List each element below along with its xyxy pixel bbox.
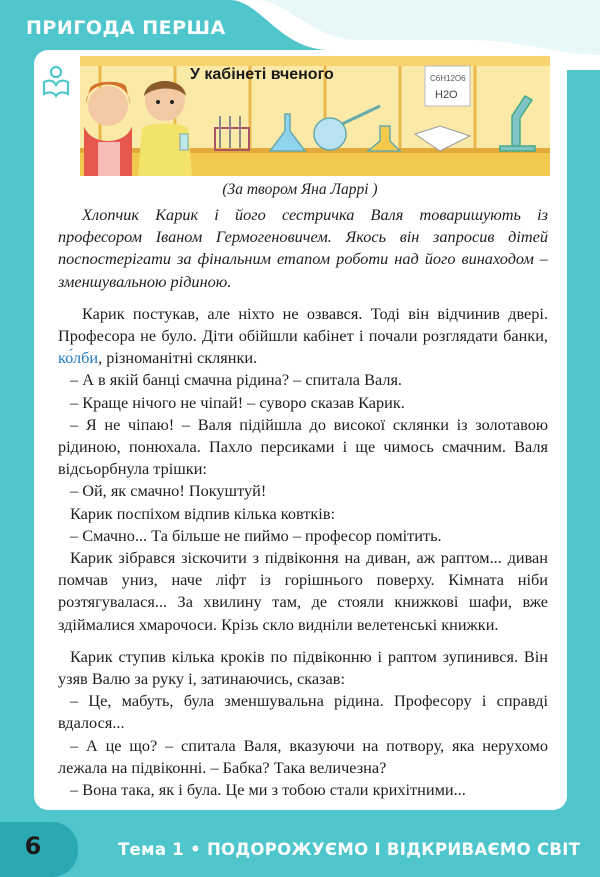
story-paragraph: Карик постукав, але ніхто не озвався. Тоді він відчинив двері. Професора не було. Діти обійшли кабінет і почали розглядати банки, ко́лби, різноманітні склянки. xyxy=(58,303,548,368)
chapter-title: ПРИГОДА ПЕРША xyxy=(26,17,226,39)
dialogue-line: – Ой, як смачно! Покуштуй! xyxy=(70,481,267,501)
story-paragraph: Карик ступив кілька кроків по підвіконню і раптом зупинився. Він узяв Валю за руку і, затинаючись, сказав: xyxy=(58,646,548,689)
glossary-word[interactable]: ко́лби xyxy=(58,348,99,368)
theme-label: Тема 1 xyxy=(118,840,185,859)
dialogue-line: – Смачно... Та більше не пиймо – професор помітить. xyxy=(70,525,442,545)
dialogue-line: – А це що? – спитала Валя, вказуючи на потвору, яка нерухомо лежала на підвіконні. – Бабка? Така величезна? xyxy=(58,735,548,777)
theme-footer xyxy=(118,840,580,859)
bullet: • xyxy=(190,840,201,859)
lesson-title: У кабінеті вченого xyxy=(190,66,334,83)
formula-text: C6H12O6 xyxy=(430,74,466,83)
story-paragraph: Карик поспіхом відпив кілька ковтків: xyxy=(70,503,336,523)
dialogue-line: – Краще нічого не чіпай! – суворо сказав Карик. xyxy=(70,392,405,412)
story-intro: Хлопчик Карик і його сестричка Валя товаришують із професором Іваном Гермогеновичем. Якось він запросив дітей поспостерігати за фінальним етапом роботи над його винаходом – зменшувальною рідиною. xyxy=(58,205,548,291)
dialogue-line: – Я не чіпаю! – Валя підійшла до високої склянки із золотавою рідиною, понюхала. Пахло персиками і ще чимось смачним. Валя відсьорбнула трішки: xyxy=(58,414,548,479)
source-attribution: (За твором Яна Ларрі ) xyxy=(222,181,378,198)
dialogue-line: – А в якій банці смачна рідина? – спитала Валя. xyxy=(70,370,403,390)
reading-icon xyxy=(42,64,70,98)
theme-title: ПОДОРОЖУЄМО І ВІДКРИВАЄМО СВІТ xyxy=(206,840,581,859)
page-number: 6 xyxy=(24,832,42,860)
dialogue-line: – Вона така, як і була. Це ми з тобою стали крихітними... xyxy=(70,780,466,800)
dialogue-line: – Це, мабуть, була зменшувальна рідина. Професору і справді вдалося... xyxy=(58,691,548,733)
story-text xyxy=(58,204,548,801)
story-paragraph: Карик зібрався зіскочити з підвіконня на диван, аж раптом... диван помчав униз, наче ліфт із горішнього поверху. Кімната ніби розтягувалася... За хвилину там, де стояли книжкові шафи, вже здіймалися хмарочоси. Крізь скло видніли велетенські книжки. xyxy=(58,548,548,634)
water-label: H2O xyxy=(435,89,458,101)
